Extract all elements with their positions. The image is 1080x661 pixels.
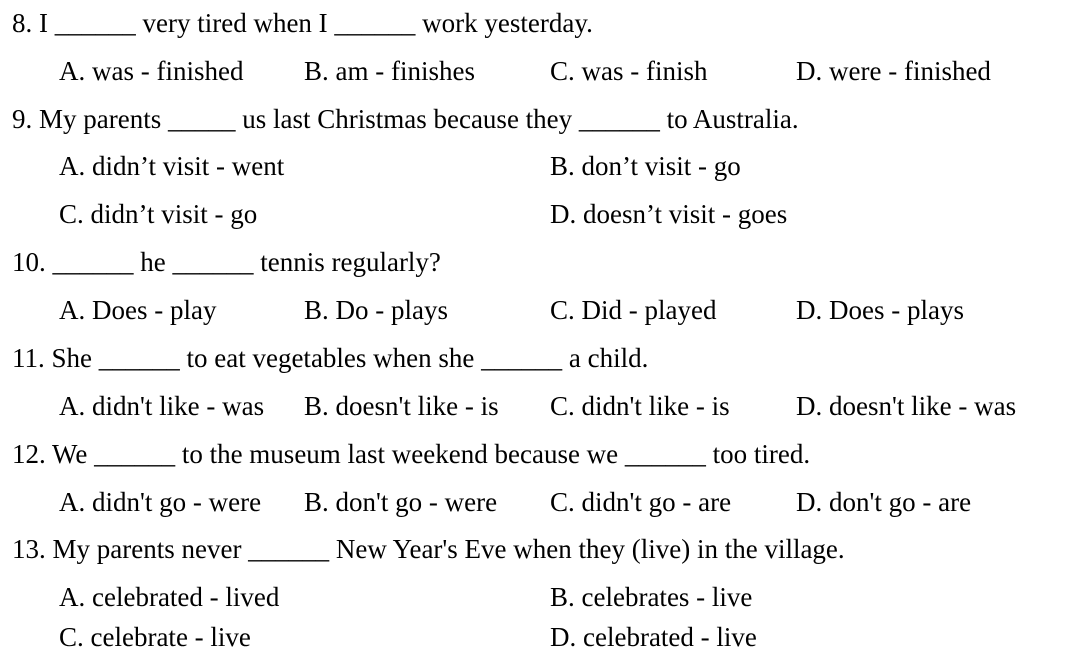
question-12-option-d: D. don't go - are — [796, 487, 972, 517]
question-8-option-c: C. was - finish — [550, 56, 708, 86]
question-10-option-b: B. Do - plays — [304, 295, 448, 325]
question-8-option-a: A. was - finished — [59, 56, 244, 86]
question-11-option-b: B. doesn't like - is — [304, 391, 499, 421]
question-9-options-row-2 — [59, 190, 1080, 238]
question-8-options — [59, 47, 1080, 95]
question-11-stem: 11. She ______ to eat vegetables when she ______ a child. — [12, 343, 649, 373]
question-12-option-c: C. didn't go - are — [550, 487, 732, 517]
question-13-options-row-2 — [59, 613, 1080, 661]
question-8-option-d: D. were - finished — [796, 56, 991, 86]
question-13-option-d: D. celebrated - live — [550, 622, 757, 652]
question-12-option-a: A. didn't go - were — [59, 487, 262, 517]
question-13-stem: 13. My parents never ______ New Year's Eve when they (live) in the village. — [12, 534, 845, 564]
question-11-option-d: D. doesn't like - was — [796, 391, 1017, 421]
question-9-stem: 9. My parents _____ us last Christmas because they ______ to Australia. — [12, 104, 799, 134]
question-13-option-b: B. celebrates - live — [550, 582, 753, 612]
question-9-option-a: A. didn’t visit - went — [59, 151, 285, 181]
question-13-option-c: C. celebrate - live — [59, 622, 251, 652]
question-12-option-b: B. don't go - were — [304, 487, 498, 517]
question-10-options — [59, 286, 1080, 334]
question-9-option-d: D. doesn’t visit - goes — [550, 199, 788, 229]
question-8-stem: 8. I ______ very tired when I ______ work yesterday. — [12, 8, 593, 38]
question-12-stem: 12. We ______ to the museum last weekend because we ______ too tired. — [12, 439, 811, 469]
question-11-option-c: C. didn't like - is — [550, 391, 730, 421]
question-11-options — [59, 382, 1080, 430]
question-13-option-a: A. celebrated - lived — [59, 582, 280, 612]
question-10-option-c: C. Did - played — [550, 295, 717, 325]
question-12-options — [59, 478, 1080, 526]
question-10-stem: 10. ______ he ______ tennis regularly? — [12, 247, 441, 277]
question-10-option-a: A. Does - play — [59, 295, 217, 325]
question-9-option-b: B. don’t visit - go — [550, 151, 741, 181]
question-8-option-b: B. am - finishes — [304, 56, 475, 86]
question-11-option-a: A. didn't like - was — [59, 391, 265, 421]
question-9-options-row-1 — [59, 142, 1080, 190]
question-9-option-c: C. didn’t visit - go — [59, 199, 258, 229]
question-10-option-d: D. Does - plays — [796, 295, 964, 325]
